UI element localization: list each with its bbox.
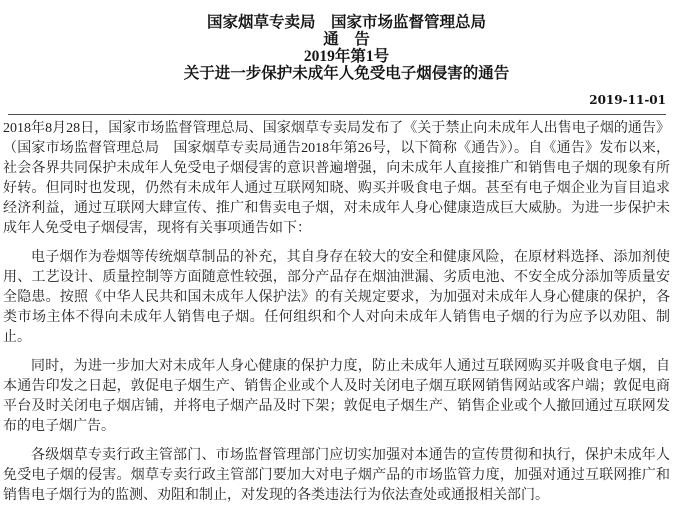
header-divider	[8, 114, 666, 115]
notice-paragraph: 同时，为进一步加大对未成年人身心健康的保护力度，防止未成年人通过互联网购买并吸食电子烟，自本通告印发之日起，敦促电子烟生产、销售企业或个人及时关闭电子烟互联网销售网站或客户端；敦促电商平台及时关闭电子烟店铺，并将电子烟产品及时下架；敦促电子烟生产、销售企业或个人撤回通过互联网发布的电子烟广告。	[3, 359, 670, 434]
document-type: 通 告	[323, 31, 370, 48]
document-number: 2019年第1号	[303, 48, 390, 65]
notice-paragraph: 2018年8月28日，国家市场监督管理总局、国家烟草专卖局发布了《关于禁止向未成年人出售电子烟的通告》（国家市场监督管理总局 国家烟草专卖局通告2018年第26号，以下简称《通告》）。自《通告》发布以来，社会各界共同保护未成年人免受电子烟侵害的意识普遍增强，向未成年人直接推广和销售电子烟的现象有所好转。但同时也发现，仍然有未成年人通过互联网知晓、购买并吸食电子烟。甚至有电子烟企业为盲目追求经济利益，通过互联网大肆宣传、推广和售卖电子烟，对未成年人身心健康造成巨大威胁。为进一步保护未成年人免受电子烟侵害，现将有关事项通告如下：	[3, 121, 670, 236]
publish-date: 2019-11-01	[589, 93, 666, 107]
notice-body	[3, 119, 670, 506]
notice-header	[0, 14, 693, 82]
notice-paragraph: 电子烟作为卷烟等传统烟草制品的补充，其自身存在较大的安全和健康风险，在原材料选择、添加剂使用、工艺设计、质量控制等方面随意性较强，部分产品存在烟油泄漏、劣质电池、不安全成分添加等质量安全隐患。按照《中华人民共和国未成年人保护法》的有关规定要求，为加强对未成年人身心健康的保护，各类市场主体不得向未成年人销售电子烟。任何组织和个人对向未成年人销售电子烟的行为应予以劝阻、制止。	[3, 250, 670, 345]
issuing-agencies: 国家烟草专卖局 国家市场监督管理总局	[206, 14, 486, 31]
notice-title: 关于进一步保护未成年人免受电子烟侵害的通告	[183, 65, 510, 82]
notice-paragraph: 各级烟草专卖行政主管部门、市场监督管理部门应切实加强对本通告的宣传贯彻和执行，保护未成年人免受电子烟的侵害。烟草专卖行政主管部门要加大对电子烟产品的市场监管力度，加强对通过互联网推广和销售电子烟行为的监测、劝阻和制止，对发现的各类违法行为依法查处或通报相关部门。	[3, 448, 670, 503]
